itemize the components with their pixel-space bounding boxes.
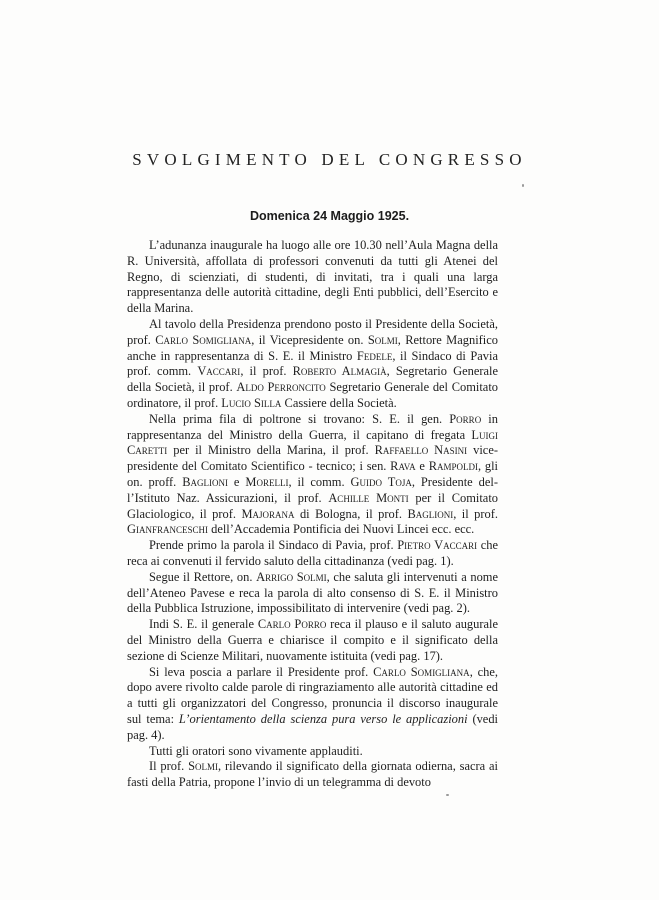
text-run: , il comm. bbox=[288, 474, 351, 489]
person-name: Vaccari bbox=[197, 364, 241, 379]
text-run: di Bologna, il prof. bbox=[294, 506, 408, 521]
text-run: Il prof. bbox=[149, 759, 189, 774]
person-name: Solmi bbox=[367, 332, 398, 347]
person-name: Rava bbox=[390, 459, 416, 474]
person-name: Rampoldi bbox=[428, 459, 478, 474]
lecture-title: L’orientamento della scienza pura verso le applicazioni bbox=[178, 711, 468, 726]
text-run: , il prof. bbox=[453, 506, 499, 521]
person-name: Porro bbox=[449, 411, 482, 426]
person-name: Solmi bbox=[188, 759, 219, 774]
person-name: Gianfranceschi bbox=[127, 522, 208, 537]
text-run: , Segretario Generale della Società, il prof. bbox=[127, 364, 499, 395]
person-name: Guido Toja bbox=[350, 474, 412, 489]
person-name: Luigi Caretti bbox=[127, 427, 498, 458]
page-title: SVOLGIMENTO DEL CONGRESSO bbox=[132, 150, 527, 169]
person-name: Carlo Somigliana bbox=[155, 332, 252, 347]
paragraph bbox=[127, 570, 498, 617]
person-name: Majorana bbox=[241, 506, 295, 521]
paragraph bbox=[127, 538, 498, 570]
paragraph bbox=[127, 238, 498, 317]
text-run: , che saluta gli intervenuti a nome dell’Ateneo Pavese e reca la parola di alto consenso di S. E. il Ministro della Pubblica Istruzione, impossibilitato di intervenire (vedi pag. 2). bbox=[127, 569, 498, 616]
text-run: e bbox=[415, 459, 429, 474]
text-run: , Presidente dell’Istituto Naz. Assicurazioni, il prof. bbox=[127, 474, 498, 505]
text-run: per il Ministro della Marina, il prof. bbox=[167, 443, 375, 458]
text-run: , Rettore Magnifico anche in rappresentanza di S. E. il Ministro bbox=[127, 332, 498, 363]
text-run: , il Sindaco di Pavia prof. comm. bbox=[127, 348, 498, 379]
scan-speck bbox=[446, 794, 449, 796]
text-run: Si leva poscia a parlare il Presidente prof. bbox=[149, 664, 374, 679]
person-name: Baglioni bbox=[182, 474, 228, 489]
person-name: Aldo Perroncito bbox=[236, 380, 326, 395]
text-run: Al tavolo della Presidenza prendono posto il Presidente della Società, prof. bbox=[127, 316, 498, 347]
text-run: Cassiere della Società. bbox=[281, 395, 397, 410]
person-name: Achille Monti bbox=[328, 490, 409, 505]
text-run: , rilevando il significato della giornata odierna, sacra ai fasti della Patria, propone l’invio di un telegramma di devoto bbox=[127, 759, 498, 790]
person-name: Raffaello Nasini bbox=[374, 443, 468, 458]
scan-speck bbox=[522, 184, 524, 187]
paragraph bbox=[127, 617, 498, 664]
paragraph bbox=[127, 759, 498, 791]
text-run: Segretario Generale del Comitato ordinatore, il prof. bbox=[127, 380, 498, 410]
text-run: , gli on. proff. bbox=[127, 459, 498, 489]
text-run: Prende primo la parola il Sindaco di Pavia, prof. bbox=[149, 538, 398, 553]
text-run: vicepresidente del Comitato Scientifico - tecnico; i sen. bbox=[127, 443, 498, 474]
paragraph bbox=[127, 744, 498, 760]
paragraph bbox=[127, 665, 498, 744]
person-name: Fedele bbox=[356, 348, 393, 363]
text-run: Segue il Rettore, on. bbox=[149, 569, 257, 584]
person-name: Roberto Almagià bbox=[292, 364, 387, 379]
paragraph bbox=[127, 317, 498, 412]
text-run: e bbox=[227, 474, 246, 489]
text-run: L’adunanza inaugurale ha luogo alle ore 10.30 nell’Aula Magna della R. Università, affollata di professori convenuti da tutti gli Atenei del Regno, di scienziati, di studenti, di invitati, tra i quali una larga rappresentanza delle autorità cittadine, degli Enti pubblici, dell’Esercito e della Marina. bbox=[127, 238, 498, 316]
person-name: Pietro Vaccari bbox=[397, 538, 478, 553]
paragraph bbox=[127, 412, 498, 538]
text-run: per il Comitato Glaciologico, il prof. bbox=[127, 490, 498, 521]
text-run: che reca ai convenuti il fervido saluto della cittadinanza (vedi pag. 1). bbox=[127, 538, 498, 568]
person-name: Baglioni bbox=[407, 506, 454, 521]
date-heading: Domenica 24 Maggio 1925. bbox=[249, 209, 410, 223]
person-name: Carlo Porro bbox=[257, 617, 327, 632]
text-run: , che, dopo avere rivolto calde parole di ringraziamento alle autorità cittadine ed a tutti gli organizzatori del Congresso, pronuncia il discorso inaugurale sul tema: bbox=[127, 664, 499, 726]
text-run: Tutti gli oratori sono vivamente applauditi. bbox=[149, 743, 363, 758]
body-text bbox=[127, 238, 498, 791]
text-run: , il Vicepresidente on. bbox=[251, 332, 368, 347]
text-run: dell’Accademia Pontificia dei Nuovi Lincei ecc. ecc. bbox=[208, 522, 475, 537]
text-run: reca il plauso e il saluto augurale del Ministro della Guerra e chiarisce il compito e il significato della sezione di Scienze Militari, nuovamente istituita (vedi pag. 17). bbox=[127, 617, 499, 663]
person-name: Morelli bbox=[245, 474, 289, 489]
person-name: Lucio Silla bbox=[221, 395, 282, 410]
text-run: in rappresentanza del Ministro della Guerra, il capitano di fregata bbox=[127, 411, 498, 442]
text-run: Nella prima fila di poltrone si trovano: S. E. il gen. bbox=[149, 411, 450, 426]
text-run: Indi S. E. il generale bbox=[149, 617, 258, 632]
text-run: (vedi pag. 4). bbox=[127, 711, 499, 742]
person-name: Arrigo Solmi bbox=[256, 569, 327, 584]
person-name: Carlo Somigliana bbox=[373, 664, 470, 679]
text-run: , il prof. bbox=[240, 364, 293, 379]
